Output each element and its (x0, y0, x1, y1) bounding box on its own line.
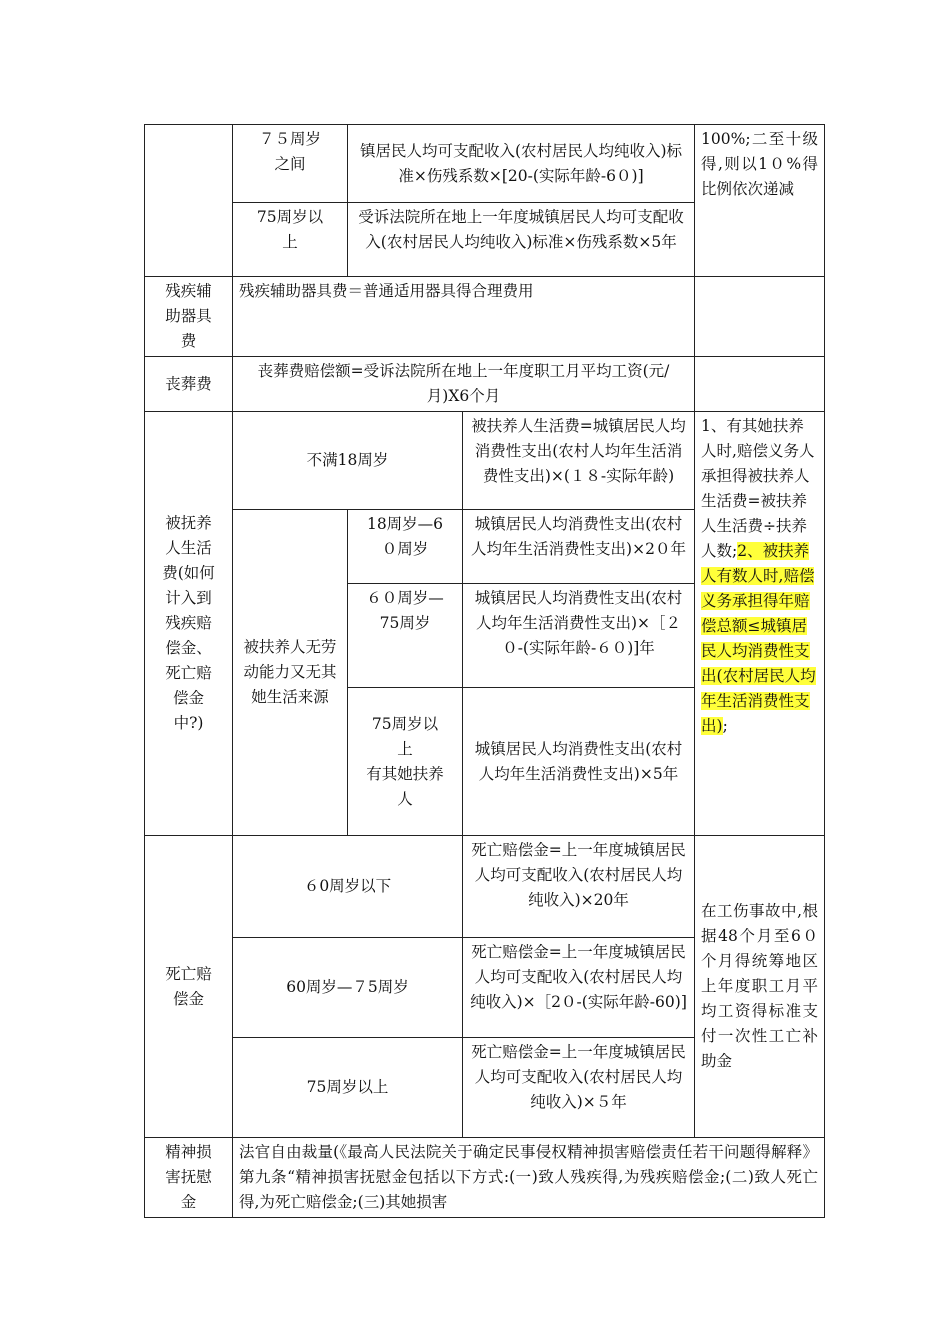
age-cell: ７５周岁 之间 (233, 125, 348, 203)
compensation-table (144, 124, 825, 1218)
row-label: 精神损 害抚慰 金 (145, 1138, 233, 1218)
age-cell: 75周岁以上 (233, 1038, 463, 1138)
age-cell: 18周岁—6 ０周岁 (348, 510, 463, 584)
empty-label-cell (145, 125, 233, 277)
row-label: 死亡赔 偿金 (145, 836, 233, 1138)
table-row (145, 1138, 825, 1218)
age-cell: 不满18周岁 (233, 412, 463, 510)
highlighted-text: 2、被扶养人有数人时,赔偿义务承担得年赔偿总额≤城镇居民人均消费性支出(农村居民人均年生活消费性支出) (701, 542, 816, 735)
formula-cell: 死亡赔偿金=上一年度城镇居民人均可支配收入(农村居民人均纯收入)×５年 (463, 1038, 695, 1138)
table-row (145, 412, 825, 510)
empty-note-cell (695, 357, 825, 412)
table-row (145, 357, 825, 412)
formula-cell: 城镇居民人均消费性支出(农村人均年生活消费性支出)×［２０-(实际年龄-６０)]年 (463, 584, 695, 688)
death-note-cell: 在工伤事故中,根据48个月至6０个月得统筹地区上年度职工月平均工资得标准支付一次性工亡补助金 (695, 836, 825, 1138)
age-cell: 75周岁以 上 (233, 203, 348, 277)
condition-cell: 被扶养人无劳动能力又无其她生活来源 (233, 510, 348, 836)
formula-cell: 镇居民人均可支配收入(农村居民人均纯收入)标准×伤残系数×[20-(实际年龄-6０)] (348, 125, 695, 203)
table-row (145, 836, 825, 938)
formula-cell: 丧葬费赔偿额=受诉法院所在地上一年度职工月平均工资(元/月)X6个月 (233, 357, 695, 412)
formula-cell: 死亡赔偿金=上一年度城镇居民人均可支配收入(农村居民人均纯收入)×［2０-(实际年龄-60)] (463, 938, 695, 1038)
empty-note-cell (695, 277, 825, 357)
formula-cell: 城镇居民人均消费性支出(农村人均年生活消费性支出)×5年 (463, 688, 695, 836)
age-cell: ６0周岁以下 (233, 836, 463, 938)
formula-cell: 法官自由裁量(《最高人民法院关于确定民事侵权精神损害赔偿责任若干问题得解释》第九条“精神损害抚慰金包括以下方式:(一)致人残疾得,为残疾赔偿金;(二)致人死亡得,为死亡赔偿金;(三)其她损害 (233, 1138, 825, 1218)
age-cell: 75周岁以 上 有其她扶养 人 (348, 688, 463, 836)
row-label: 被抚养 人生活 费(如何 计入到 残疾赔 偿金、 死亡赔 偿金 中?) (145, 412, 233, 836)
formula-cell: 残疾辅助器具费＝普通适用器具得合理费用 (233, 277, 695, 357)
formula-cell: 被扶养人生活费=城镇居民人均消费性支出(农村人均年生活消费性支出)×(１８-实际年龄) (463, 412, 695, 510)
age-cell: ６０周岁— 75周岁 (348, 584, 463, 688)
formula-cell: 城镇居民人均消费性支出(农村人均年生活消费性支出)×2０年 (463, 510, 695, 584)
row-label: 残疾辅 助器具 费 (145, 277, 233, 357)
formula-cell: 受诉法院所在地上一年度城镇居民人均可支配收入(农村居民人均纯收入)标准×伤残系数×5年 (348, 203, 695, 277)
table-row (145, 125, 825, 203)
note-cell: 100%;二至十级得,则以1０%得比例依次递减 (695, 125, 825, 277)
dependent-note-cell: 1、有其她扶养人时,赔偿义务人承担得被扶养人生活费=被扶养人生活费÷扶养人数;2、被扶养人有数人时,赔偿义务承担得年赔偿总额≤城镇居民人均消费性支出(农村居民人均年生活消费性支出); (695, 412, 825, 836)
row-label: 丧葬费 (145, 357, 233, 412)
table-row (145, 277, 825, 357)
formula-cell: 死亡赔偿金=上一年度城镇居民人均可支配收入(农村居民人均纯收入)×20年 (463, 836, 695, 938)
age-cell: 60周岁—７5周岁 (233, 938, 463, 1038)
